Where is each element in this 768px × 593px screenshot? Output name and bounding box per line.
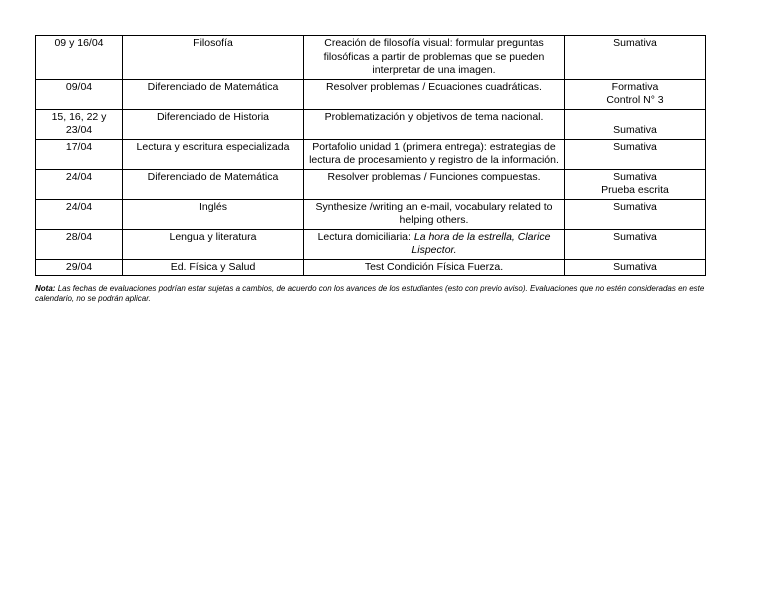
subject-cell: Inglés bbox=[123, 199, 304, 229]
date-cell: 29/04 bbox=[36, 259, 123, 276]
description-cell: Portafolio unidad 1 (primera entrega): estrategias de lectura de procesamiento y registro de la información. bbox=[304, 139, 565, 169]
description-prefix: Lectura domiciliaria: bbox=[317, 230, 414, 243]
date-cell: 24/04 bbox=[36, 199, 123, 229]
description-cell: Problematización y objetivos de tema nacional. bbox=[304, 109, 565, 139]
description-cell: Resolver problemas / Funciones compuestas. bbox=[304, 169, 565, 199]
subject-cell: Lengua y literatura bbox=[123, 229, 304, 259]
type-label: Formativa bbox=[611, 80, 659, 93]
subject-cell: Diferenciado de Historia bbox=[123, 109, 304, 139]
type-cell: Sumativa bbox=[565, 229, 706, 259]
subject-cell: Lectura y escritura especializada bbox=[123, 139, 304, 169]
type-cell: Sumativa bbox=[565, 199, 706, 229]
table-row bbox=[36, 169, 706, 199]
table-row bbox=[36, 199, 706, 229]
date-cell: 15, 16, 22 y 23/04 bbox=[36, 109, 123, 139]
footnote bbox=[35, 284, 740, 304]
date-cell: 17/04 bbox=[36, 139, 123, 169]
description-cell: Resolver problemas / Ecuaciones cuadráticas. bbox=[304, 79, 565, 109]
type-cell: Sumativa bbox=[565, 139, 706, 169]
note-label: Nota: bbox=[35, 284, 56, 293]
subject-cell: Filosofía bbox=[123, 36, 304, 80]
type-cell: Sumativa bbox=[565, 36, 706, 80]
date-cell: 28/04 bbox=[36, 229, 123, 259]
date-cell: 24/04 bbox=[36, 169, 123, 199]
description-cell: Creación de filosofía visual: formular preguntas filosóficas a partir de problemas que se pueden interpretar de una imagen. bbox=[304, 36, 565, 80]
description-cell bbox=[304, 229, 565, 259]
table-row bbox=[36, 109, 706, 139]
table-row bbox=[36, 229, 706, 259]
date-cell: 09 y 16/04 bbox=[36, 36, 123, 80]
subject-cell: Diferenciado de Matemática bbox=[123, 79, 304, 109]
table-row bbox=[36, 79, 706, 109]
book-title: La hora de la estrella, Clarice Lispector. bbox=[411, 230, 551, 256]
description-cell: Test Condición Física Fuerza. bbox=[304, 259, 565, 276]
table-row bbox=[36, 259, 706, 276]
type-cell: Sumativa bbox=[565, 109, 706, 139]
evaluation-calendar-table bbox=[35, 35, 706, 276]
subject-cell: Ed. Física y Salud bbox=[123, 259, 304, 276]
subject-cell: Diferenciado de Matemática bbox=[123, 169, 304, 199]
note-text: Las fechas de evaluaciones podrían estar sujetas a cambios, de acuerdo con los avances de los estudiantes (esto con previo aviso). Evaluaciones que no estén consideradas en este calendario, no se podrán aplicar. bbox=[35, 284, 705, 303]
type-note: Control N° 3 bbox=[606, 94, 664, 106]
type-label: Sumativa bbox=[613, 170, 657, 183]
table-row bbox=[36, 36, 706, 80]
date-cell: 09/04 bbox=[36, 79, 123, 109]
type-note: Prueba escrita bbox=[601, 184, 669, 196]
type-cell bbox=[565, 79, 706, 109]
type-cell bbox=[565, 169, 706, 199]
description-cell: Synthesize /writing an e-mail, vocabulary related to helping others. bbox=[304, 199, 565, 229]
table-row bbox=[36, 139, 706, 169]
type-cell: Sumativa bbox=[565, 259, 706, 276]
